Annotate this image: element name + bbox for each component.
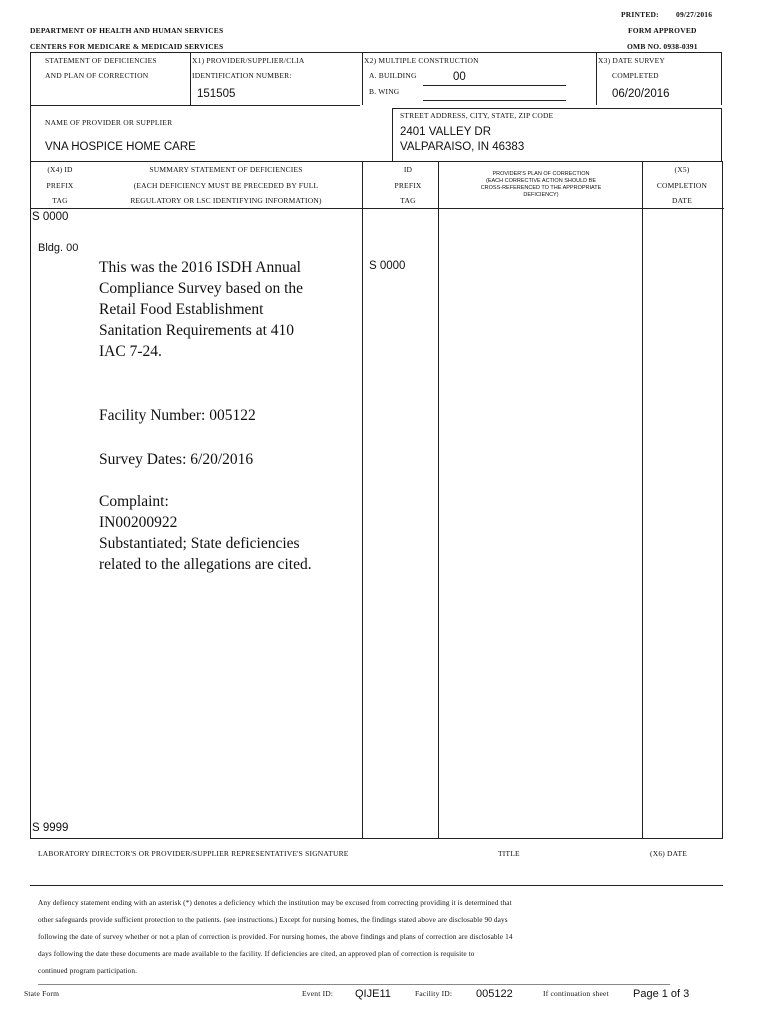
complaint-line-1: Complaint: [99, 493, 169, 510]
printed-label: PRINTED: [621, 10, 659, 19]
box-left-border [30, 52, 31, 105]
disclaimer [38, 894, 513, 979]
omb-number: OMB NO. 0938-0391 [627, 42, 698, 51]
box-divider-3 [596, 52, 597, 105]
x6-date-label: (X6) DATE [650, 849, 688, 858]
plan-header-1: PROVIDER'S PLAN OF CORRECTION [492, 171, 590, 177]
id-header-2: PREFIX [394, 181, 422, 190]
disclaimer-line-1: Any defiency statement ending with an asterisk (*) denotes a deficiency which the institution may be excused from correcting providing it is determined that [38, 898, 512, 907]
facility-id-label: Facility ID: [415, 989, 453, 998]
box-divider-2 [362, 52, 363, 105]
disclaimer-line-3: following the date of survey whether or not a plan of correction is provided. For nursing homes, the above findings and plans of correction are disclosable 14 [38, 932, 513, 941]
provider-left-border [30, 105, 31, 161]
address-line-2: VALPARAISO, IN 46383 [400, 141, 525, 153]
wing-label: B. WING [369, 87, 400, 96]
x5-header-1: (X5) [674, 165, 690, 174]
box-bottom-left [30, 105, 360, 106]
survey-dates: Survey Dates: 6/20/2016 [99, 451, 254, 468]
box-right-border [721, 52, 722, 105]
wing-underline [423, 100, 566, 101]
department-title: DEPARTMENT OF HEALTH AND HUMAN SERVICES [30, 26, 224, 35]
building-label: A. BUILDING [369, 71, 417, 80]
col-line-plan-right [642, 161, 643, 839]
description-line-3: Retail Food Establishment [99, 301, 264, 318]
printed-date: 09/27/2016 [676, 10, 713, 19]
statement-label-2: AND PLAN OF CORRECTION [45, 71, 149, 80]
x1-label-2: IDENTIFICATION NUMBER: [192, 71, 292, 80]
id-header-3: TAG [400, 196, 416, 205]
table-header-top [30, 161, 722, 162]
plan-header [440, 171, 642, 199]
plan-header-4: DEFICIENCY) [523, 192, 559, 198]
tag-end-s9999: S 9999 [32, 822, 69, 834]
id-header-1: ID [403, 165, 413, 174]
complaint-block [99, 491, 312, 575]
signature-bottom-line [30, 885, 723, 886]
centers-title: CENTERS FOR MEDICARE & MEDICAID SERVICES [30, 42, 224, 51]
plan-header-3: CROSS-REFERENCED TO THE APPROPRIATE [480, 185, 602, 191]
footer-rule [38, 984, 670, 985]
address-line-1: 2401 VALLEY DR [400, 126, 491, 138]
description-line-1: This was the 2016 ISDH Annual [99, 259, 301, 276]
table-header-bottom [30, 208, 724, 209]
x1-label: X1) PROVIDER/SUPPLIER/CLIA [192, 56, 305, 65]
complaint-line-4: related to the allegations are cited. [99, 556, 312, 573]
col-line-left [30, 161, 31, 839]
provider-id-value: 151505 [197, 88, 236, 100]
summary-header-3: REGULATORY OR LSC IDENTIFYING INFORMATION) [130, 196, 322, 205]
building-underline [423, 85, 566, 86]
facility-number: Facility Number: 005122 [99, 407, 256, 424]
x4-header-1: (X4) ID [47, 165, 73, 174]
box-divider-1 [190, 52, 191, 105]
disclaimer-line-2: other safeguards provide sufficient protection to the patients. (see instructions.) Except for nursing homes, the findings stated above are disclosable 90 days [38, 915, 508, 924]
provider-name: VNA HOSPICE HOME CARE [45, 141, 196, 153]
disclaimer-line-5: continued program participation. [38, 966, 138, 975]
facility-id-value: 005122 [476, 988, 513, 1000]
description-line-2: Compliance Survey based on the [99, 280, 304, 297]
disclaimer-line-4: days following the date these documents are made available to the facility. If deficiencies are cited, an approved plan of correction is requisite to [38, 949, 475, 958]
building-tag: Bldg. 00 [38, 242, 79, 254]
form-approved: FORM APPROVED [628, 26, 697, 35]
provider-divider [392, 108, 393, 161]
x4-header-2: PREFIX [46, 181, 74, 190]
building-value: 00 [453, 71, 466, 83]
state-form-label: State Form [24, 989, 60, 998]
statement-label-1: STATEMENT OF DEFICIENCIES [45, 56, 157, 65]
col-line-id-right [438, 161, 439, 839]
x5-header-2: COMPLETION [656, 181, 708, 190]
provider-label: NAME OF PROVIDER OR SUPPLIER [45, 118, 173, 127]
address-top-border [392, 108, 722, 109]
complaint-line-2: IN00200922 [99, 514, 178, 531]
x2-label: X2) MULTIPLE CONSTRUCTION [364, 56, 479, 65]
survey-completed-date: 06/20/2016 [612, 88, 670, 100]
top-border [30, 52, 722, 53]
x5-header-3: DATE [672, 196, 692, 205]
tag-right-s0000: S 0000 [369, 260, 406, 272]
signature-label: LABORATORY DIRECTOR'S OR PROVIDER/SUPPLIER REPRESENTATIVE'S SIGNATURE [38, 849, 349, 858]
plan-header-2: (EACH CORRECTIVE ACTION SHOULD BE [485, 178, 597, 184]
table-bottom [30, 838, 723, 839]
event-id-value: QIJE11 [355, 988, 391, 1000]
description-line-4: Sanitation Requirements at 410 [99, 322, 295, 339]
complaint-line-3: Substantiated; State deficiencies [99, 535, 300, 552]
x4-header-3: TAG [52, 196, 68, 205]
col-line-right [722, 161, 723, 839]
event-id-label: Event ID: [302, 989, 334, 998]
x3-label-2: COMPLETED [612, 71, 659, 80]
x3-label: X3) DATE SURVEY [598, 56, 665, 65]
title-label: TITLE [498, 849, 520, 858]
address-label: STREET ADDRESS, CITY, STATE, ZIP CODE [400, 111, 554, 120]
survey-description [99, 257, 303, 362]
col-line-summary-right [362, 161, 363, 839]
continuation-label: If continuation sheet [543, 989, 609, 998]
address-right-border [721, 108, 722, 161]
tag-left-s0000: S 0000 [32, 211, 69, 223]
summary-header-1: SUMMARY STATEMENT OF DEFICIENCIES [149, 165, 303, 174]
description-line-5: IAC 7-24. [99, 343, 162, 360]
page-number: Page 1 of 3 [633, 988, 690, 1000]
summary-header-2: (EACH DEFICIENCY MUST BE PRECEDED BY FULL [133, 181, 319, 190]
